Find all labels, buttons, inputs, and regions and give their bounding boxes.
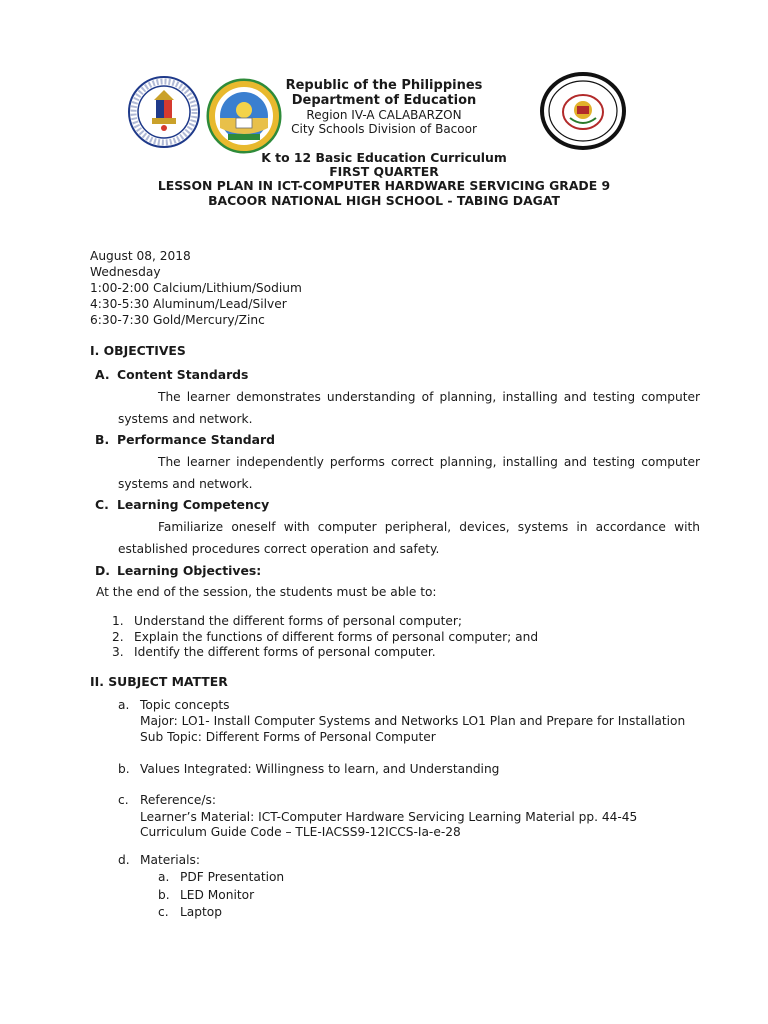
values-integrated-item <box>118 762 499 778</box>
learning-objectives-intro: At the end of the session, the students must be able to: <box>96 585 437 599</box>
item-label: Values Integrated: Willingness to learn, and Understanding <box>140 762 500 776</box>
header-text-block <box>200 78 568 136</box>
item-number: 2. <box>112 629 124 644</box>
learning-competency-text: Familiarize oneself with computer peripheral, devices, systems in accordance with established procedures correct operation and safety. <box>118 520 700 556</box>
sub-topic: Sub Topic: Different Forms of Personal Computer <box>140 730 436 744</box>
section-label: Learning Competency <box>117 497 270 512</box>
deped-seal-logo <box>128 76 200 148</box>
lesson-day: Wednesday <box>90 265 161 279</box>
schedule-slot: 6:30-7:30 Gold/Mercury/Zinc <box>90 313 265 327</box>
item-letter: b. <box>118 762 130 776</box>
item-letter: c. <box>158 905 169 919</box>
schedule-slot: 4:30-5:30 Aluminum/Lead/Silver <box>90 297 287 311</box>
item-label: Reference/s: <box>140 793 216 807</box>
learning-objectives-heading <box>95 563 261 578</box>
republic-line: Republic of the Philippines <box>285 78 483 93</box>
item-number: 1. <box>112 614 124 628</box>
section-label: Performance Standard <box>117 432 276 447</box>
quarter-title: FIRST QUARTER <box>329 164 439 180</box>
schedule-slot: 1:00-2:00 Calcium/Lithium/Sodium <box>90 281 302 295</box>
section-letter: A. <box>95 367 110 382</box>
school-seal-logo <box>540 72 626 150</box>
item-letter: a. <box>118 698 130 712</box>
division-line: City Schools Division of Bacoor <box>291 122 477 136</box>
list-item <box>158 887 284 905</box>
item-letter: d. <box>118 853 130 867</box>
objectives-heading: I. OBJECTIVES <box>90 343 186 358</box>
section-label: Learning Objectives: <box>117 563 262 578</box>
topic-concepts-item <box>118 698 229 714</box>
region-line: Region IV-A CALABARZON <box>306 108 462 122</box>
item-text: PDF Presentation <box>180 870 285 884</box>
section-letter: B. <box>95 432 110 447</box>
item-text: Identify the different forms of personal computer. <box>134 645 436 659</box>
content-standards-heading <box>95 367 248 382</box>
major-topic: Major: LO1- Install Computer Systems and Networks LO1 Plan and Prepare for Installation <box>140 714 686 728</box>
department-line: Department of Education <box>291 93 477 108</box>
item-letter: a. <box>158 870 170 884</box>
item-letter: b. <box>158 887 170 902</box>
section-letter: D. <box>95 563 110 578</box>
learners-material-reference: Learner’s Material: ICT-Computer Hardware Servicing Learning Material pp. 44-45 <box>140 810 638 824</box>
item-label: Topic concepts <box>140 698 230 712</box>
performance-standard-heading <box>95 432 275 447</box>
list-item <box>158 904 284 922</box>
section-label: Content Standards <box>117 367 249 382</box>
section-letter: C. <box>95 497 109 512</box>
curriculum-title: K to 12 Basic Education Curriculum <box>261 150 507 165</box>
lesson-date: August 08, 2018 <box>90 249 191 263</box>
subject-matter-heading: II. SUBJECT MATTER <box>90 674 228 689</box>
list-item <box>112 630 538 646</box>
list-item <box>158 869 284 887</box>
list-item <box>112 645 538 661</box>
learning-objectives-list <box>112 614 538 661</box>
learning-competency-heading <box>95 497 269 512</box>
item-text: Understand the different forms of personal computer; <box>134 614 462 628</box>
item-text: Explain the functions of different forms of personal computer; and <box>134 629 539 644</box>
item-letter: c. <box>118 793 129 807</box>
item-label: Materials: <box>140 853 200 867</box>
lesson-plan-title: LESSON PLAN IN ICT-COMPUTER HARDWARE SERVICING GRADE 9 <box>157 178 611 194</box>
references-item <box>118 793 216 809</box>
school-title: BACOOR NATIONAL HIGH SCHOOL - TABING DAGAT <box>208 192 560 208</box>
materials-list <box>158 869 284 922</box>
item-text: LED Monitor <box>180 887 255 902</box>
schedule-block <box>90 248 302 328</box>
item-text: Laptop <box>180 905 222 919</box>
content-standards-text: The learner demonstrates understanding of planning, installing and testing computer systems and network. <box>118 390 700 426</box>
performance-standard-text: The learner independently performs correct planning, installing and testing computer systems and network. <box>118 455 700 491</box>
lesson-plan-titles <box>0 151 768 208</box>
list-item <box>112 614 538 630</box>
materials-item <box>118 853 200 869</box>
item-number: 3. <box>112 645 124 659</box>
curriculum-guide-code: Curriculum Guide Code – TLE-IACSS9-12ICCS-Ia-e-28 <box>140 825 461 839</box>
